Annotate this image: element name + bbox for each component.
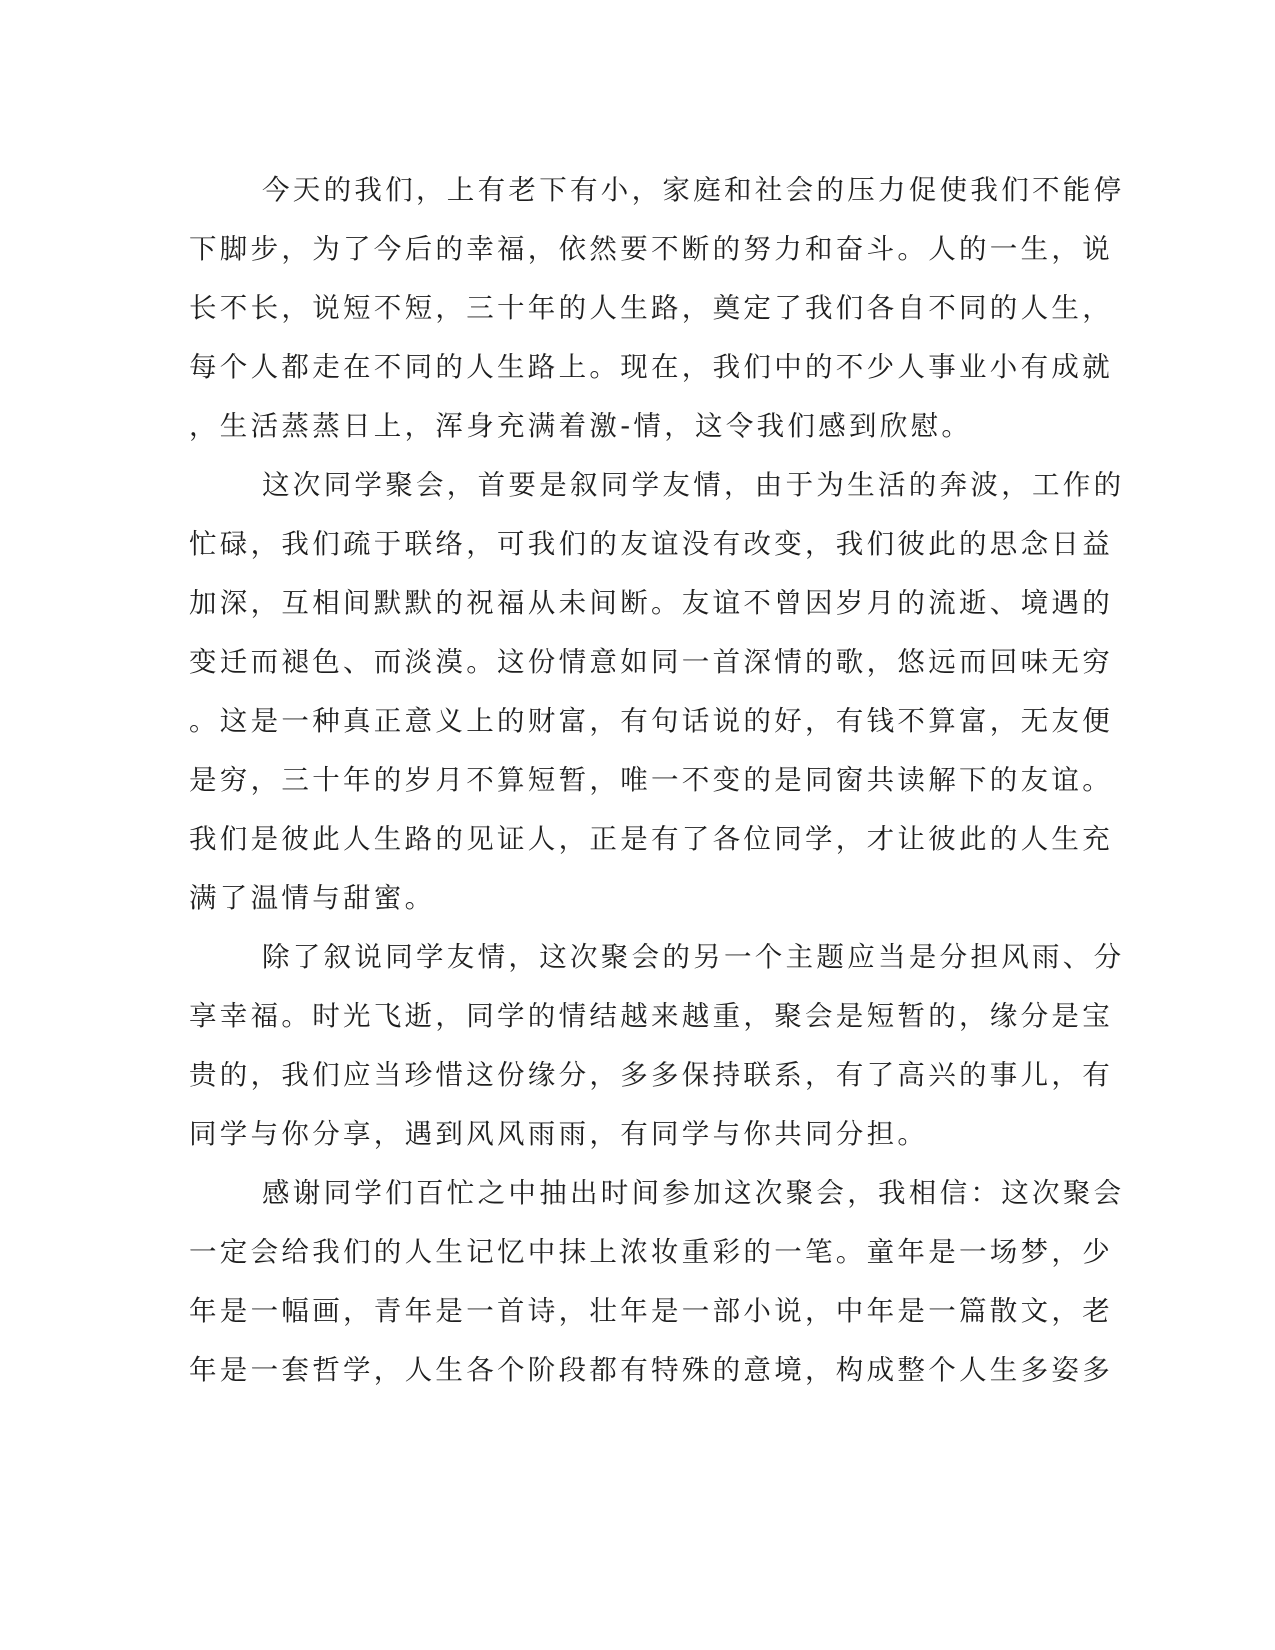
text-line: 是穷，三十年的岁月不算短暂，唯一不变的是同窗共读解下的友谊。 bbox=[189, 764, 1113, 796]
text-line: 。这是一种真正意义上的财富，有句话说的好，有钱不算富，无友便 bbox=[189, 705, 1113, 737]
text-line: 今天的我们，上有老下有小，家庭和社会的压力促使我们不能停 bbox=[262, 174, 1125, 206]
text-line: 变迁而褪色、而淡漠。这份情意如同一首深情的歌，悠远而回味无穷 bbox=[189, 646, 1113, 678]
text-line: 下脚步，为了今后的幸福，依然要不断的努力和奋斗。人的一生，说 bbox=[189, 233, 1113, 265]
text-line: 长不长，说短不短，三十年的人生路，奠定了我们各自不同的人生， bbox=[189, 292, 1113, 324]
text-line: 同学与你分享，遇到风风雨雨，有同学与你共同分担。 bbox=[189, 1118, 929, 1150]
text-line: 享幸福。时光飞逝，同学的情结越来越重，聚会是短暂的，缘分是宝 bbox=[189, 1000, 1113, 1032]
text-line: 加深，互相间默默的祝福从未间断。友谊不曾因岁月的流逝、境遇的 bbox=[189, 587, 1113, 619]
text-line: 我们是彼此人生路的见证人，正是有了各位同学，才让彼此的人生充 bbox=[189, 823, 1113, 855]
text-line: 贵的，我们应当珍惜这份缘分，多多保持联系，有了高兴的事儿，有 bbox=[189, 1059, 1113, 1091]
text-line: 除了叙说同学友情，这次聚会的另一个主题应当是分担风雨、分 bbox=[262, 941, 1125, 973]
text-line: 年是一幅画，青年是一首诗，壮年是一部小说，中年是一篇散文，老 bbox=[189, 1295, 1113, 1327]
text-line: ，生活蒸蒸日上，浑身充满着激-情，这令我们感到欣慰。 bbox=[189, 410, 973, 442]
text-line: 一定会给我们的人生记忆中抹上浓妆重彩的一笔。童年是一场梦，少 bbox=[189, 1236, 1113, 1268]
text-line: 忙碌，我们疏于联络，可我们的友谊没有改变，我们彼此的思念日益 bbox=[189, 528, 1113, 560]
text-line: 每个人都走在不同的人生路上。现在，我们中的不少人事业小有成就 bbox=[189, 351, 1113, 383]
text-line: 这次同学聚会，首要是叙同学友情，由于为生活的奔波，工作的 bbox=[262, 469, 1125, 501]
text-line: 感谢同学们百忙之中抽出时间参加这次聚会，我相信：这次聚会 bbox=[262, 1177, 1125, 1209]
text-line: 年是一套哲学，人生各个阶段都有特殊的意境，构成整个人生多姿多 bbox=[189, 1354, 1113, 1386]
text-line: 满了温情与甜蜜。 bbox=[189, 882, 436, 914]
